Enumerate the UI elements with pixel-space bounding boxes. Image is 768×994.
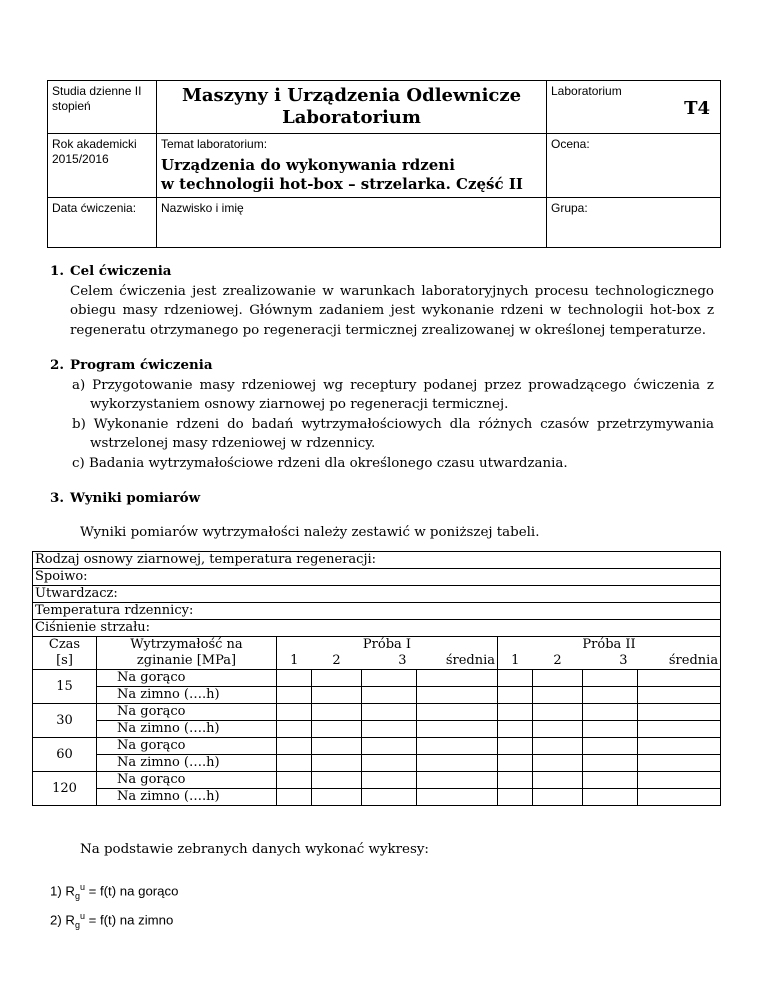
plot-item-1-symbol: R bbox=[65, 883, 75, 899]
section-program-title: Program ćwiczenia bbox=[70, 357, 213, 373]
info-row-corebox-temp: Temperatura rdzennicy: bbox=[33, 603, 721, 620]
section-results bbox=[50, 489, 714, 542]
time-120: 120 bbox=[33, 772, 97, 806]
row-cold: Na zimno (….h) bbox=[97, 687, 277, 704]
info-row-hardener: Utwardzacz: bbox=[33, 586, 721, 603]
head-t1-avg: średnia bbox=[417, 653, 498, 670]
plots-list bbox=[50, 878, 178, 935]
head-time-2: [s] bbox=[33, 653, 97, 670]
time-60: 60 bbox=[33, 738, 97, 772]
plot-item-2 bbox=[50, 907, 178, 936]
topic-cell bbox=[157, 134, 547, 198]
plot-item-1-text: = f(t) na gorąco bbox=[84, 883, 179, 899]
row-hot: Na gorąco bbox=[97, 738, 277, 755]
row-hot: Na gorąco bbox=[97, 772, 277, 789]
topic-title bbox=[161, 156, 542, 194]
table-row bbox=[33, 670, 721, 687]
head-t2-col3: 3 bbox=[583, 653, 638, 670]
section-goal-heading bbox=[50, 262, 714, 282]
academic-year-label: Rok akademicki bbox=[52, 137, 137, 151]
head-time-1: Czas bbox=[33, 637, 97, 654]
row-cold: Na zimno (….h) bbox=[97, 789, 277, 806]
row-hot: Na gorąco bbox=[97, 704, 277, 721]
topic-line2: w technologii hot-box – strzelarka. Część II bbox=[161, 175, 523, 193]
section-goal-text: Celem ćwiczenia jest zrealizowanie w warunkach laboratoryjnych procesu technologicznego obiegu masy rdzeniowej. Głównym zadaniem jest wykonanie rdzeni w technologii hot-box z regeneratu otrzymanego po regeneracji termicznej zrealizowanej w określonej temperaturze. bbox=[70, 283, 714, 338]
info-row-sand: Rodzaj osnowy ziarnowej, temperatura regeneracji: bbox=[33, 552, 721, 569]
course-title-line1: Maszyny i Urządzenia Odlewnicze bbox=[181, 85, 522, 106]
row-cold: Na zimno (….h) bbox=[97, 721, 277, 738]
section-program-heading bbox=[50, 356, 714, 376]
results-table bbox=[32, 551, 721, 806]
academic-year: 2015/2016 bbox=[52, 152, 109, 166]
plot-item-1-sub: g bbox=[74, 891, 80, 902]
section-results-number: 3. bbox=[50, 490, 64, 506]
name-cell bbox=[157, 198, 547, 248]
program-item-a: a) Przygotowanie masy rdzeniowej wg receptury podanej przez prowadzącego ćwiczenia z wykorzystaniem osnowy ziarnowej po regeneracji termicznej. bbox=[72, 377, 714, 413]
grade-label: Ocena: bbox=[551, 137, 590, 151]
study-mode: Studia dzienne II stopień bbox=[48, 81, 157, 134]
plot-item-2-sup: u bbox=[79, 910, 85, 921]
plot-item-1-number: 1) bbox=[50, 883, 62, 899]
lab-cell bbox=[547, 81, 721, 134]
time-30: 30 bbox=[33, 704, 97, 738]
head-t2-col1: 1 bbox=[498, 653, 533, 670]
name-label: Nazwisko i imię bbox=[161, 201, 244, 215]
plot-item-2-number: 2) bbox=[50, 912, 62, 928]
table-row bbox=[33, 789, 721, 806]
head-t1-col3: 3 bbox=[362, 653, 417, 670]
info-row-pressure: Ciśnienie strzału: bbox=[33, 620, 721, 637]
table-row bbox=[33, 738, 721, 755]
section-program bbox=[50, 356, 714, 474]
plots-intro: Na podstawie zebranych danych wykonać wykresy: bbox=[80, 842, 429, 857]
date-label: Data ćwiczenia: bbox=[52, 201, 137, 215]
table-row bbox=[33, 772, 721, 789]
row-cold: Na zimno (….h) bbox=[97, 755, 277, 772]
plot-item-2-symbol: R bbox=[65, 912, 75, 928]
topic-line1: Urządzenia do wykonywania rdzeni bbox=[161, 156, 455, 174]
section-results-title: Wyniki pomiarów bbox=[70, 490, 201, 506]
section-results-intro: Wyniki pomiarów wytrzymałości należy zestawić w poniższej tabeli. bbox=[80, 524, 540, 540]
program-item-c: c) Badania wytrzymałościowe rdzeni dla określonego czasu utwardzania. bbox=[72, 455, 568, 471]
topic-label: Temat laboratorium: bbox=[161, 137, 268, 151]
head-t1-col1: 1 bbox=[277, 653, 312, 670]
date-cell bbox=[48, 198, 157, 248]
section-goal bbox=[50, 262, 714, 340]
table-row bbox=[33, 704, 721, 721]
plot-item-1-sup: u bbox=[79, 882, 85, 892]
course-title bbox=[157, 81, 547, 134]
head-test2: Próba II bbox=[498, 637, 721, 654]
lab-code: T4 bbox=[684, 98, 710, 119]
info-row-binder: Spoiwo: bbox=[33, 569, 721, 586]
group-cell bbox=[547, 198, 721, 248]
section-results-heading bbox=[50, 489, 714, 509]
head-test1: Próba I bbox=[277, 637, 498, 654]
table-row bbox=[33, 721, 721, 738]
head-t1-col2: 2 bbox=[312, 653, 362, 670]
header-table bbox=[47, 80, 721, 248]
group-label: Grupa: bbox=[551, 201, 588, 215]
row-hot: Na gorąco bbox=[97, 670, 277, 687]
lab-label: Laboratorium bbox=[551, 84, 622, 98]
plot-item-1 bbox=[50, 878, 178, 907]
head-strength-2: zginanie [MPa] bbox=[97, 653, 277, 670]
academic-year-cell bbox=[48, 134, 157, 198]
table-row bbox=[33, 755, 721, 772]
time-15: 15 bbox=[33, 670, 97, 704]
head-t2-col2: 2 bbox=[533, 653, 583, 670]
head-strength-1: Wytrzymałość na bbox=[97, 637, 277, 654]
plot-item-2-sub: g bbox=[74, 919, 80, 930]
section-goal-title: Cel ćwiczenia bbox=[70, 263, 172, 279]
table-row bbox=[33, 687, 721, 704]
plot-item-2-text: = f(t) na zimno bbox=[84, 912, 174, 928]
grade-cell bbox=[547, 134, 721, 198]
course-title-line2: Laboratorium bbox=[282, 107, 421, 128]
head-t2-avg: średnia bbox=[638, 653, 721, 670]
program-item-b: b) Wykonanie rdzeni do badań wytrzymałościowych dla różnych czasów przetrzymywania wstrzelonej masy rdzeniowej w rdzennicy. bbox=[72, 416, 714, 452]
section-program-number: 2. bbox=[50, 357, 64, 373]
section-goal-number: 1. bbox=[50, 263, 64, 279]
